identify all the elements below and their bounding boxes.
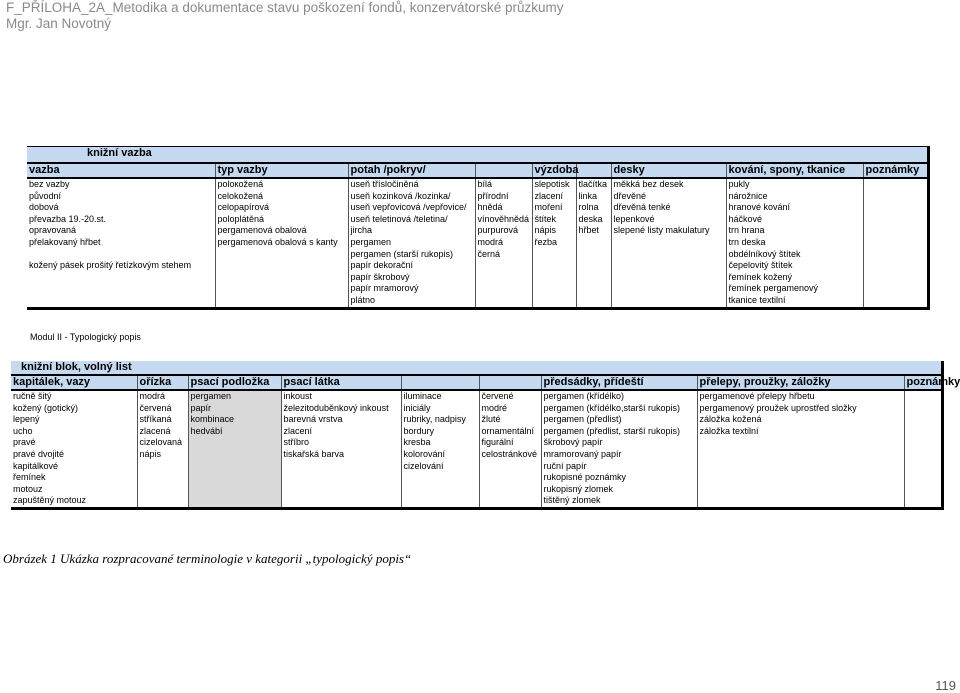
- table-cell: [611, 249, 726, 261]
- table-cell: ucho: [13, 425, 33, 436]
- table-cell: [27, 295, 215, 308]
- table-cell: hnědá: [475, 202, 532, 214]
- table-cell: černá: [475, 249, 532, 261]
- column-header: [475, 163, 532, 178]
- table-cell: [697, 484, 904, 496]
- table-cell: červené: [479, 390, 541, 403]
- table-cell: pukly: [726, 178, 863, 191]
- table-cell: [137, 461, 188, 473]
- table-row: [11, 426, 942, 438]
- table-cell: [281, 484, 401, 496]
- table-cell: papír škrobový: [348, 272, 475, 284]
- table-cell: [27, 249, 215, 261]
- binding-table: [27, 146, 930, 310]
- table-row: [11, 390, 942, 403]
- table-cell: useň teletinová /teletina/: [348, 214, 475, 226]
- table-cell: bílá: [475, 178, 532, 191]
- table-cell: pergamen (křídélko): [541, 390, 697, 403]
- table-row: [27, 237, 928, 249]
- table-cell: dřevěná tenké: [611, 202, 726, 214]
- table-cell: [904, 390, 942, 403]
- table-cell: obdélníkový štítek: [726, 249, 863, 261]
- table-cell: [576, 295, 611, 308]
- table-cell: [863, 295, 928, 308]
- table-cell: přírodní: [475, 191, 532, 203]
- table-row: [27, 214, 928, 226]
- table-cell: [188, 472, 281, 484]
- table-cell: stříbro: [281, 437, 401, 449]
- table-row: [27, 295, 928, 308]
- table-cell: zlacení: [532, 191, 576, 203]
- table-cell: [188, 484, 281, 496]
- table-cell: trn hrana: [726, 225, 863, 237]
- table-cell: papír mramorový: [348, 283, 475, 295]
- table-cell: pergamenové přelepy hřbetu: [697, 390, 904, 403]
- table-cell: [697, 437, 904, 449]
- table-cell: řemínek kožený: [726, 272, 863, 284]
- table-cell: pergamenový proužek uprostřed složky: [697, 403, 904, 415]
- table-cell: mramorovaný papír: [541, 449, 697, 461]
- table-cell: jircha: [348, 225, 475, 237]
- table-cell: [532, 272, 576, 284]
- table-cell: [479, 461, 541, 473]
- table-cell: poloкоžená: [215, 178, 348, 191]
- table-cell: vínověhnědá: [475, 214, 532, 226]
- table-cell: dobová: [29, 202, 59, 213]
- table-cell: [188, 449, 281, 461]
- table-cell: pravé dvojité: [13, 448, 65, 459]
- column-header: poznámky: [904, 375, 942, 390]
- table-cell: [27, 272, 215, 284]
- table-row: [27, 191, 928, 203]
- table-cell: [697, 472, 904, 484]
- table-row: [27, 202, 928, 214]
- table-row: [27, 225, 928, 237]
- document-header-title: F_PŘÍLOHA_2A_Metodika a dokumentace stavu poškození fondů, konzervátorské průzkumy: [6, 0, 564, 15]
- table-row: [11, 437, 942, 449]
- table-row: [11, 472, 942, 484]
- table-cell: [281, 461, 401, 473]
- table-cell: [188, 437, 281, 449]
- table-cell: rukopisný zlomek: [541, 484, 697, 496]
- table-cell: hedvábí: [188, 426, 281, 438]
- table-cell: dřevěné: [611, 191, 726, 203]
- table-cell: převazba 19.-20.st.: [29, 213, 107, 224]
- table-cell: bordury: [401, 426, 479, 438]
- table-row: [27, 260, 928, 272]
- table-row: [11, 461, 942, 473]
- table-cell: zapuštěný motouz: [13, 495, 87, 506]
- table-cell: [611, 260, 726, 272]
- table-cell: [188, 495, 281, 508]
- table-row: [11, 414, 942, 426]
- column-header: psací podložka: [188, 375, 281, 390]
- table-row: [27, 272, 928, 284]
- table-cell: tlačítka: [576, 178, 611, 191]
- table-cell: plátno: [348, 295, 475, 308]
- table-cell: tkanice textilní: [726, 295, 863, 308]
- table-cell: deska: [576, 214, 611, 226]
- table-cell: [863, 191, 928, 203]
- table-cell: stříkaná: [137, 414, 188, 426]
- table-cell: [215, 249, 348, 261]
- table-row: [27, 178, 928, 191]
- table-cell: rolna: [576, 202, 611, 214]
- table-cell: [863, 178, 928, 191]
- table-cell: pergamen: [348, 237, 475, 249]
- table-cell: pergamen (předlist): [541, 414, 697, 426]
- document-header-author: Mgr. Jan Novotný: [6, 16, 112, 31]
- table-cell: [697, 461, 904, 473]
- table-cell: [401, 484, 479, 496]
- table-cell: nárožnice: [726, 191, 863, 203]
- table-cell: [137, 495, 188, 508]
- table-cell: [281, 472, 401, 484]
- table-cell: barevná vrstva: [281, 414, 401, 426]
- table-cell: [475, 260, 532, 272]
- table-cell: [479, 472, 541, 484]
- table-header-row: [11, 375, 942, 390]
- table-cell: [401, 472, 479, 484]
- table-cell: poloplátěná: [215, 214, 348, 226]
- table-cell: iniciály: [401, 403, 479, 415]
- table-cell: háčkové: [726, 214, 863, 226]
- column-header: kování, spony, tkanice: [726, 163, 863, 178]
- column-header: kapitálek, vazy: [11, 375, 137, 390]
- column-header: poznámky: [863, 163, 928, 178]
- table-cell: rubriky, nadpisy: [401, 414, 479, 426]
- table-cell: [188, 461, 281, 473]
- table-cell: [137, 472, 188, 484]
- column-header: [401, 375, 479, 390]
- table-cell: ručně šitý: [13, 391, 52, 401]
- table-cell: papír dekorační: [348, 260, 475, 272]
- table-cell: [904, 426, 942, 438]
- table-cell: měkká bez desek: [611, 178, 726, 191]
- table-cell: slepotisk: [532, 178, 576, 191]
- table-cell: [479, 484, 541, 496]
- table-cell: [863, 272, 928, 284]
- table-cell: [215, 295, 348, 308]
- table-cell: rukopisné poznámky: [541, 472, 697, 484]
- table-cell: hranové kování: [726, 202, 863, 214]
- table-row: [11, 403, 942, 415]
- table-cell: bez vazby: [29, 179, 70, 189]
- table-cell: [475, 272, 532, 284]
- table-cell: celopapírová: [215, 202, 348, 214]
- table-cell: kožený (gotický): [13, 402, 79, 413]
- table-cell: [904, 403, 942, 415]
- table-cell: opravovaná: [29, 225, 77, 236]
- table-cell: [576, 260, 611, 272]
- column-header: psací látka: [281, 375, 401, 390]
- table-cell: trn deska: [726, 237, 863, 249]
- table-row: [27, 249, 928, 261]
- table-cell: [863, 214, 928, 226]
- table-cell: [576, 283, 611, 295]
- table-cell: původní: [29, 190, 62, 201]
- table-cell: [863, 202, 928, 214]
- table-cell: cizelování: [401, 461, 479, 473]
- table-cell: řemínek pergamenový: [726, 283, 863, 295]
- table-cell: kolorování: [401, 449, 479, 461]
- module-label: Modul II - Typologický popis: [30, 332, 141, 342]
- table-cell: [611, 237, 726, 249]
- table-cell: ruční papír: [541, 461, 697, 473]
- table-cell: celokožená: [215, 191, 348, 203]
- column-header: vazba: [27, 163, 215, 178]
- column-header: [576, 163, 611, 178]
- table-cell: záložka textilní: [697, 426, 904, 438]
- table-cell: slepené listy makulatury: [611, 225, 726, 237]
- table-cell: [697, 495, 904, 508]
- table-cell: [904, 461, 942, 473]
- column-header: výzdoba: [532, 163, 576, 178]
- table-cell: [904, 449, 942, 461]
- table-cell: useň třísločiněná: [348, 178, 475, 191]
- table-cell: [863, 283, 928, 295]
- table-cell: [475, 295, 532, 308]
- table-cell: kožený pásek prošitý řetízkovým stehem: [29, 260, 192, 271]
- table-cell: žluté: [479, 414, 541, 426]
- column-header: [479, 375, 541, 390]
- table-cell: [215, 260, 348, 272]
- table-cell: [532, 295, 576, 308]
- table-cell: [576, 249, 611, 261]
- table-cell: pergamenová obalová s kanty: [215, 237, 348, 249]
- table-cell: [697, 449, 904, 461]
- table-cell: [401, 495, 479, 508]
- table-cell: kresba: [401, 437, 479, 449]
- table-cell: železitoduběnkový inkoust: [281, 403, 401, 415]
- table-cell: motouz: [13, 483, 43, 494]
- table-cell: [532, 249, 576, 261]
- table-cell: inkoust: [281, 390, 401, 403]
- table-row: [11, 449, 942, 461]
- table-cell: cizelovaná: [137, 437, 188, 449]
- table-title-row: [11, 361, 942, 375]
- table-cell: [611, 283, 726, 295]
- table-cell: [611, 272, 726, 284]
- table-cell: [904, 414, 942, 426]
- column-header: přelepy, proužky, záložky: [697, 375, 904, 390]
- table-cell: kombinace: [188, 414, 281, 426]
- table-cell: tištěný zlomek: [541, 495, 697, 508]
- table-cell: [475, 283, 532, 295]
- table-cell: [27, 283, 215, 295]
- table-cell: pergamen (předlist, starší rukopis): [541, 426, 697, 438]
- table-cell: čepelovitý štítek: [726, 260, 863, 272]
- table-cell: figurální: [479, 437, 541, 449]
- table-cell: modrá: [475, 237, 532, 249]
- table-cell: modrá: [137, 390, 188, 403]
- table-cell: [479, 495, 541, 508]
- table-cell: hřbet: [576, 225, 611, 237]
- table-cell: [904, 484, 942, 496]
- table-cell: pergamen (křídélko,starší rukopis): [541, 403, 697, 415]
- table-cell: purpurová: [475, 225, 532, 237]
- table-cell: [611, 295, 726, 308]
- column-header: ořízka: [137, 375, 188, 390]
- table-cell: useň kozinková /kozinka/: [348, 191, 475, 203]
- column-header: desky: [611, 163, 726, 178]
- table-cell: [532, 283, 576, 295]
- table-header-row: [27, 163, 928, 178]
- table-cell: přelakovaný hřbet: [29, 236, 101, 247]
- column-header: typ vazby: [215, 163, 348, 178]
- table-cell: řezba: [532, 237, 576, 249]
- table-cell: [281, 495, 401, 508]
- table-cell: [863, 237, 928, 249]
- table-cell: škrobový papír: [541, 437, 697, 449]
- book-block-table: [11, 361, 960, 510]
- table-cell: iluminace: [401, 390, 479, 403]
- page-number: 119: [935, 678, 956, 693]
- table-title: knižní blok, volný list: [11, 361, 942, 375]
- table-cell: pergamen: [188, 390, 281, 403]
- table-cell: [863, 249, 928, 261]
- table-cell: [215, 283, 348, 295]
- table-cell: [137, 484, 188, 496]
- table-cell: kapitálkové: [13, 460, 59, 471]
- table-cell: nápis: [137, 449, 188, 461]
- table-cell: [532, 260, 576, 272]
- table-cell: tiskařská barva: [281, 449, 401, 461]
- table-cell: lepený: [13, 414, 40, 425]
- table-cell: ornamentální: [479, 426, 541, 438]
- table-cell: nápis: [532, 225, 576, 237]
- table-cell: [576, 272, 611, 284]
- figure-caption: Obrázek 1 Ukázka rozpracované terminologie v kategorii „typologický popis“: [3, 551, 412, 566]
- table-cell: papír: [188, 403, 281, 415]
- table-row: [11, 495, 942, 508]
- table-cell: červená: [137, 403, 188, 415]
- table-cell: useň vepřovicová /vepřovice/: [348, 202, 475, 214]
- table-cell: štítek: [532, 214, 576, 226]
- table-cell: [904, 437, 942, 449]
- table-cell: zlacení: [281, 426, 401, 438]
- table-cell: modré: [479, 403, 541, 415]
- table-row: [27, 283, 928, 295]
- table-cell: pergamenová obalová: [215, 225, 348, 237]
- table-cell: moření: [532, 202, 576, 214]
- table-cell: řemínek: [13, 472, 46, 483]
- table-cell: linka: [576, 191, 611, 203]
- table-cell: celostránkové: [479, 449, 541, 461]
- table-cell: záložka kožená: [697, 414, 904, 426]
- table-cell: pravé: [13, 437, 36, 448]
- table-cell: pergamen (starší rukopis): [348, 249, 475, 261]
- column-header: předsádky, přídeští: [541, 375, 697, 390]
- table-cell: [904, 472, 942, 484]
- column-header: potah /pokryv/: [348, 163, 475, 178]
- table-cell: [215, 272, 348, 284]
- table-cell: [863, 225, 928, 237]
- table-cell: lepenkové: [611, 214, 726, 226]
- table-cell: [576, 237, 611, 249]
- table-cell: [904, 495, 942, 508]
- table-cell: [863, 260, 928, 272]
- table-title: knižní vazba: [27, 147, 928, 164]
- table-cell: zlacená: [137, 426, 188, 438]
- table-title-row: [27, 147, 928, 164]
- table-row: [11, 484, 942, 496]
